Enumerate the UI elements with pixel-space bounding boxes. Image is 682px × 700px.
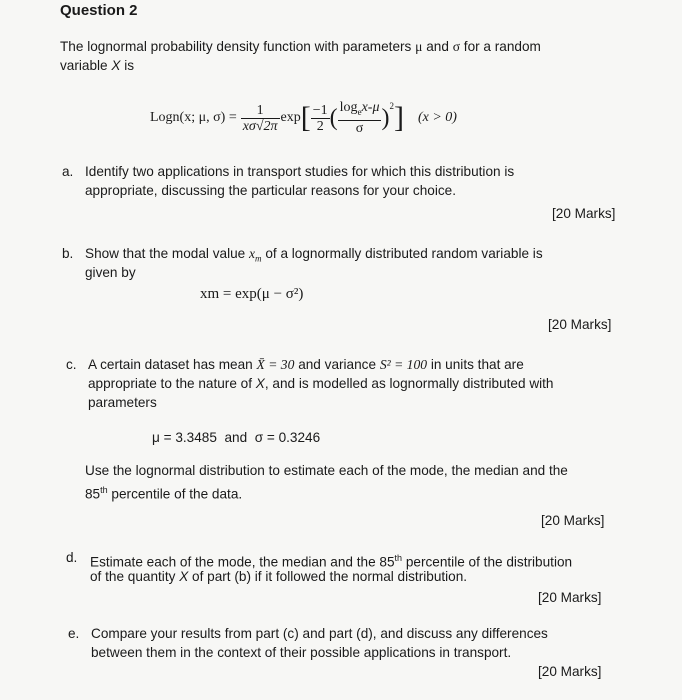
formula-exp: exp	[280, 110, 301, 125]
part-c-text-end: in units that are	[430, 357, 524, 372]
formula-power: 2	[389, 101, 394, 111]
part-a-line-1: Identify two applications in transport studies for which this distribution is	[85, 164, 515, 179]
close-paren: )	[381, 104, 390, 131]
log-base: e	[357, 106, 362, 117]
formula-inner-fraction	[311, 103, 330, 134]
x-variable: X	[111, 58, 121, 73]
open-bracket: [	[300, 101, 311, 134]
part-c-line-2	[88, 375, 554, 393]
part-b-line-2: given by	[85, 265, 136, 280]
part-d-marks: [20 Marks]	[538, 590, 602, 605]
close-bracket: ]	[393, 101, 404, 134]
x-variable-c: X	[255, 376, 265, 391]
part-b-text: Show that the modal value	[85, 246, 246, 261]
log-arg: x-μ	[361, 100, 380, 116]
part-e-marks: [20 Marks]	[538, 664, 602, 679]
part-e-line-2: between them in the context of their possible applications in transport.	[91, 645, 512, 660]
part-d-text-2: of the quantity	[90, 569, 176, 584]
part-d-text: Estimate each of the mode, the median and the 85	[90, 554, 395, 570]
part-b-text-end: of a lognormally distributed random variable is	[265, 246, 543, 261]
intro-text: The lognormal probability density function with parameters	[60, 39, 412, 54]
variance-expr: S² = 100	[379, 357, 428, 372]
sigma-symbol: σ	[452, 39, 461, 54]
part-c-parameters: μ = 3.3485 and σ = 0.3246	[152, 430, 321, 445]
part-d-label: d.	[66, 550, 78, 565]
part-c-th: th	[100, 485, 108, 495]
xm-sub: m	[255, 253, 262, 264]
open-paren: (	[329, 104, 338, 131]
x-variable-d: X	[179, 569, 189, 584]
log-text: log	[339, 100, 358, 116]
part-b-label: b.	[62, 246, 74, 261]
part-d-th: th	[394, 553, 403, 563]
part-b-line-1	[85, 245, 543, 268]
formula-inner-den: 2	[316, 118, 324, 134]
formula-fraction	[241, 103, 280, 134]
part-a-label: a.	[62, 164, 74, 179]
formula-log-num	[338, 100, 382, 121]
formula-log-fraction	[338, 100, 382, 136]
part-d-text-2-end: of part (b) if it followed the normal distribution.	[192, 569, 468, 584]
formula-log-den: σ	[355, 120, 364, 136]
xm-symbol	[249, 246, 262, 264]
part-c-line-5	[85, 481, 242, 504]
part-c-text: A certain dataset has mean	[88, 357, 253, 372]
part-a-marks: [20 Marks]	[552, 206, 616, 221]
part-c-line-1	[88, 356, 524, 374]
intro-line-2	[60, 57, 134, 75]
part-c-label: c.	[66, 357, 77, 372]
formula-frac-num: 1	[241, 103, 280, 119]
intro-line-1	[60, 38, 541, 56]
formula-lhs: Logn(x; μ, σ) =	[150, 110, 237, 125]
question-title: Question 2	[60, 2, 138, 19]
part-c-text-2-end: , and is modelled as lognormally distributed with	[264, 376, 554, 391]
part-d-line-2	[90, 568, 467, 586]
part-c-line-3: parameters	[88, 395, 157, 410]
part-a-line-2: appropriate, discussing the particular reasons for your choice.	[85, 183, 457, 198]
xm-x: x	[249, 246, 256, 261]
part-c-percentile: percentile of the data.	[107, 486, 243, 502]
mu-symbol: μ	[415, 39, 423, 54]
intro-and: and	[426, 39, 449, 54]
part-c-85: 85	[85, 486, 101, 502]
modal-value-formula: xm = exp(μ − σ²)	[200, 286, 304, 302]
mean-expr: X̄ = 30	[256, 357, 295, 372]
part-e-label: e.	[68, 626, 80, 641]
intro-is: is	[124, 58, 135, 73]
intro-text-end: for a random	[463, 39, 541, 54]
lognormal-pdf-formula	[150, 94, 457, 142]
part-c-and-variance: and variance	[298, 357, 377, 372]
formula-inner-num: −1	[312, 102, 328, 118]
formula-condition: (x > 0)	[417, 110, 457, 125]
part-d-text-end: percentile of the distribution	[402, 554, 573, 570]
part-c-marks: [20 Marks]	[541, 513, 605, 528]
part-c-text-2: appropriate to the nature of	[88, 376, 252, 391]
intro-variable: variable	[60, 58, 108, 73]
part-e-line-1: Compare your results from part (c) and part (d), and discuss any differences	[91, 626, 548, 641]
formula-frac-den: xσ√2π	[242, 118, 278, 134]
part-b-marks: [20 Marks]	[548, 317, 612, 332]
part-c-line-4: Use the lognormal distribution to estimate each of the mode, the median and the	[85, 463, 568, 478]
